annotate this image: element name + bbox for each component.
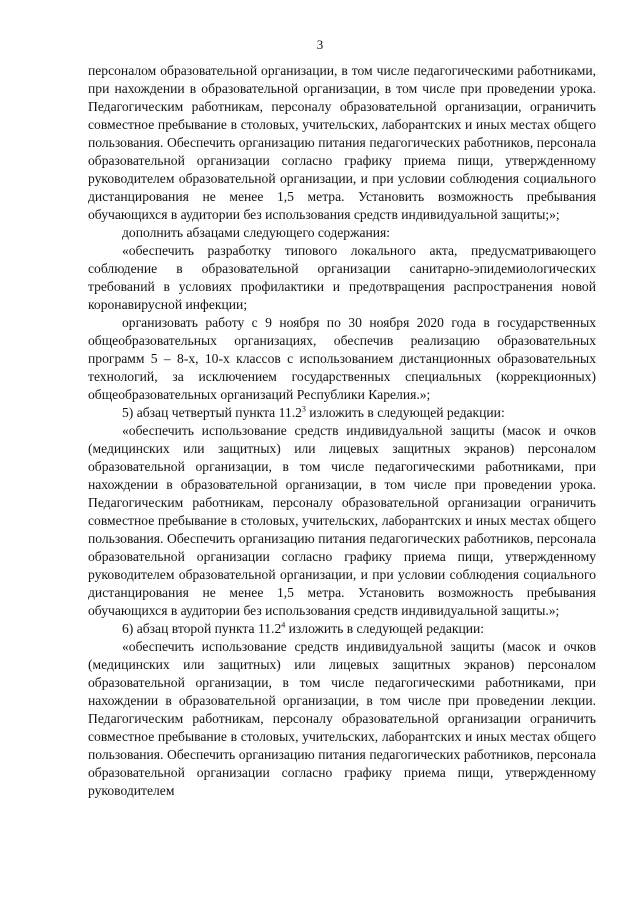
paragraph-6: «обеспечить использование средств индивидуальной защиты (масок и очков (медицинских или защитных) или лицевых защитных экранов) персоналом образовательной организации, в том числе педагогическими работниками, при нахождении в образовательной организации, в том числе при проведении урока. Педагогическим работникам, персоналу образовательной организации ограничить совместное пребывание в столовых, учительских, лаборантских и иных местах общего пользования. Обеспечить организацию питания педагогических работников, персонала образовательной организации согласно графику приема пищи, утвержденному руководителем образовательной организации, и при условии соблюдения социального дистанцирования не менее 1,5 метра. Установить возможность пребывания обучающихся в аудитории без использования средств индивидуальной защиты.»; (88, 423, 596, 618)
paragraph-3: «обеспечить разработку типового локального акта, предусматривающего соблюдение в образовательной организации санитарно-эпидемиологических требований в условиях профилактики и предотвращения распространения новой коронавирусной инфекции; (88, 243, 596, 312)
paragraph-2: дополнить абзацами следующего содержания: (122, 225, 391, 240)
paragraph-7 (88, 620, 596, 638)
paragraph-7-post: изложить в следующей редакции: (285, 621, 485, 636)
paragraph-7-superscript: 4 (281, 620, 286, 630)
document-body (88, 62, 596, 800)
paragraph-5-pre: 5) абзац четвертый пункта 11.2 (122, 405, 302, 420)
paragraph-5-post: изложить в следующей редакции: (305, 405, 505, 420)
paragraph-8: «обеспечить использование средств индивидуальной защиты (масок и очков (медицинских или защитных) или лицевых защитных экранов) персоналом образовательной организации, в том числе педагогическими работниками, при нахождении в образовательной организации, в том числе при проведении лекции. Педагогическим работникам, персоналу образовательной организации ограничить совместное пребывание в столовых, учительских, лаборантских и иных местах общего пользования. Обеспечить организацию питания педагогических работников, персонала образовательной организации согласно графику приема пищи, утвержденному руководителем (88, 639, 596, 798)
paragraph-4: организовать работу с 9 ноября по 30 ноября 2020 года в государственных общеобразовательных организациях, обеспечив реализацию образовательных программ 5 – 8-х, 10-х классов с использованием дистанционных образовательных технологий, за исключением государственных специальных (коррекционных) общеобразовательных организаций Республики Карелия.»; (88, 315, 596, 402)
page-number: 3 (316, 37, 324, 52)
paragraph-1: персоналом образовательной организации, в том числе педагогическими работниками, при нахождении в образовательной организации, в том числе при проведении урока. Педагогическим работникам, персоналу образовательной организации, ограничить совместное пребывание в столовых, учительских, лаборантских и иных местах общего пользования. Обеспечить организацию питания педагогических работников, персонала образовательной организации согласно графику приема пищи, утвержденному руководителем образовательной организации, и при условии соблюдения социального дистанцирования не менее 1,5 метра. Установить возможность пребывания обучающихся в аудитории без использования средств индивидуальной защиты;»; (88, 63, 596, 222)
paragraph-5-superscript: 3 (301, 404, 306, 414)
paragraph-7-pre: 6) абзац второй пункта 11.2 (122, 621, 282, 636)
paragraph-5 (88, 404, 596, 422)
